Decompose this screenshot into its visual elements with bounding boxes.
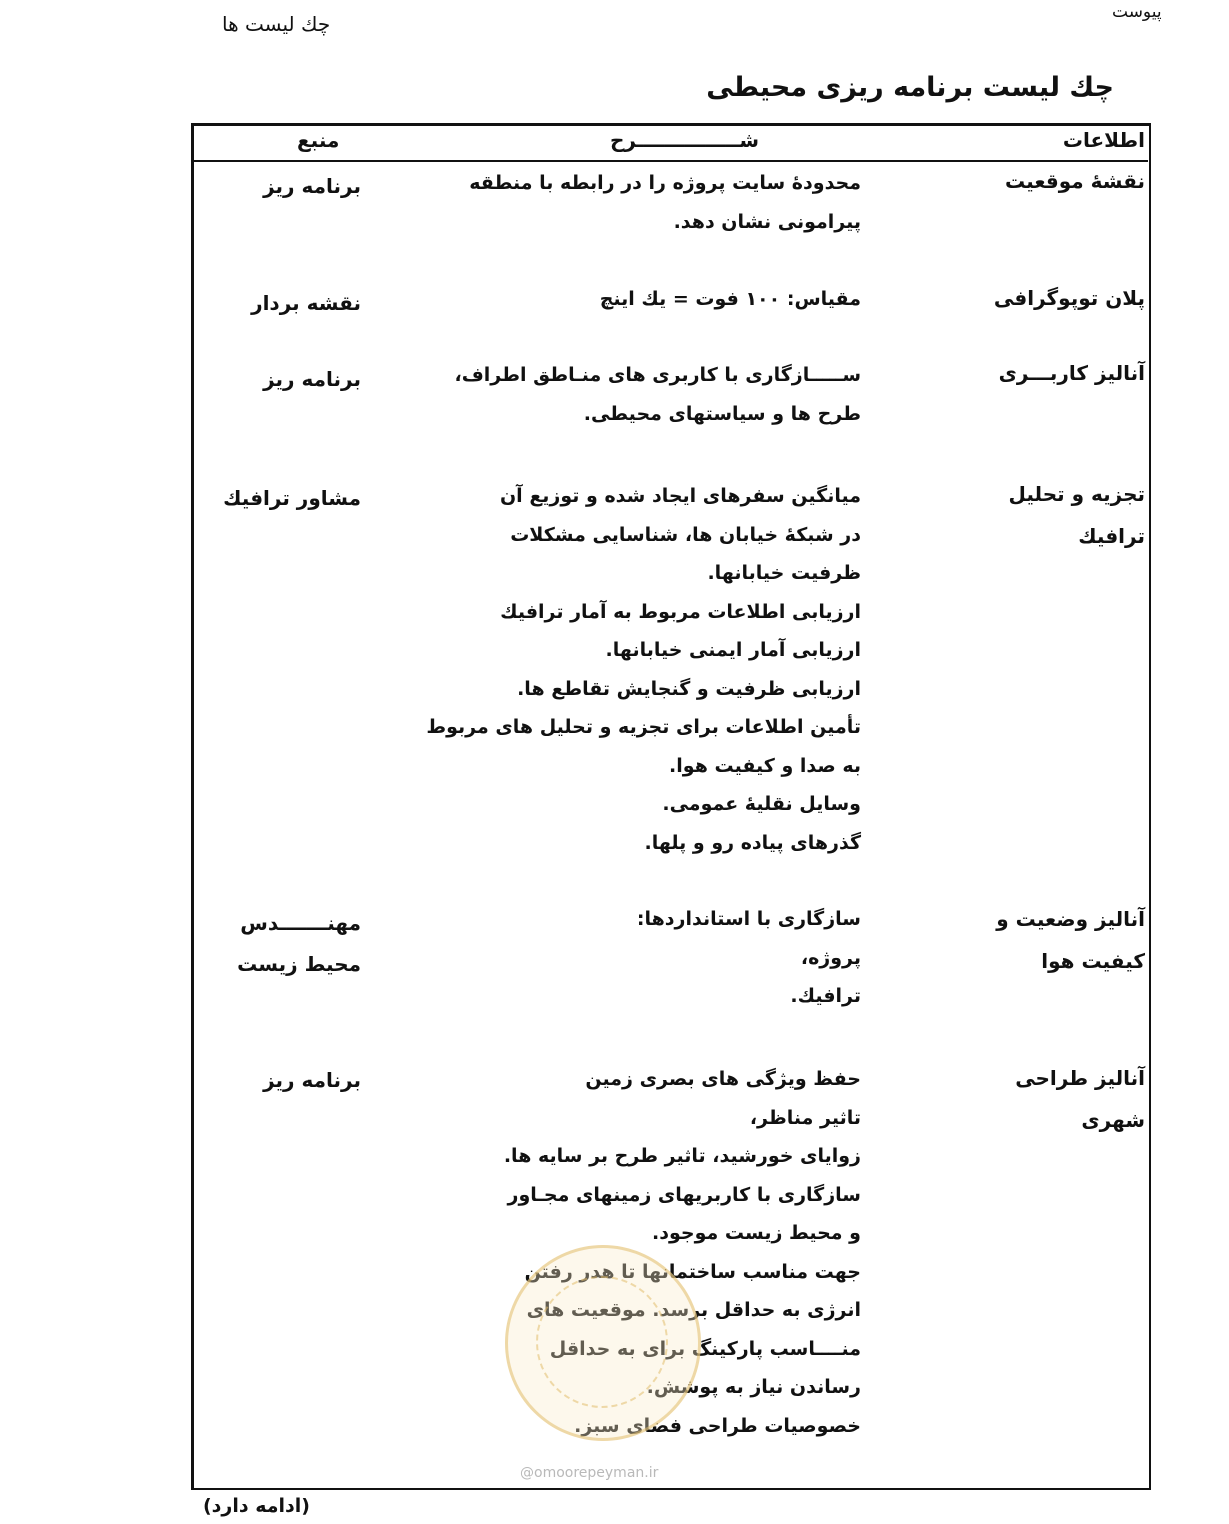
source-line: محيط زيست [237,952,361,976]
description-line: سازگاری با كاربريهای زمينهای مجـاور [507,1183,861,1206]
description-line: زوايای خورشيد، تاثير طرح بر سايه ها. [503,1145,861,1167]
description-line: به صدا و كيفيت هوا. [669,754,861,777]
header-section-label: چك ليست ها [222,12,331,36]
continued-note: (ادامه دارد) [203,1495,310,1517]
source-line: برنامه ريز [263,367,361,391]
description-line: خصوصيات طراحی فضای سبز. [574,1414,861,1437]
description-line: پروژه، [800,946,861,969]
watermark-seal-ring [536,1276,668,1408]
description-line: ارزيابی اطلاعات مربوط به آمار ترافيك [500,600,861,623]
info-line: آناليز وضعيت و [996,907,1145,931]
description-line: گذرهای پياده رو و پلها. [644,831,861,854]
row-location-map-info [945,160,1145,202]
description-line: رساندن نياز به پوشش. [646,1376,861,1398]
row-air-quality-description [361,900,861,1016]
row-topography-description [361,280,861,319]
row-location-map-source [186,166,361,207]
watermark-site-label: @omoorepeyman.ir [520,1465,659,1481]
page-title: چك ليست برنامه ريزی محيطی [706,72,1114,103]
description-line: حفظ ويژگی های بصری زمين [585,1068,861,1090]
source-line: مهنـــــــدس [240,911,361,935]
row-air-quality-info [945,898,1145,982]
source-line: برنامه ريز [263,174,361,198]
watermark-seal [505,1245,701,1441]
row-land-use-source [186,359,361,400]
source-line: مشاور ترافيك [223,486,361,510]
description-line: تاثير مناظر، [749,1106,861,1129]
description-line: و محيط زيست موجود. [652,1222,861,1244]
description-line: مقياس: ۱۰۰ فوت = يك اينچ [599,288,861,310]
info-line: پلان توپوگرافی [993,286,1145,310]
description-line: ارزيابی ظرفيت و گنجايش تقاطع ها. [517,677,861,700]
row-urban-design-source [186,1060,361,1101]
description-line: پيرامونی نشان دهد. [673,210,861,233]
column-header-info: اطلاعات [1062,128,1145,152]
row-traffic-source [186,478,361,519]
row-land-use-info [945,352,1145,394]
row-topography-source [186,283,361,324]
column-header-source: منبع [297,128,340,152]
description-line: منــــاسب پاركينگ برای به حداقل [549,1337,861,1360]
description-line: طرح ها و سياستهای محيطی. [583,402,861,425]
info-line: آناليز كاربـــری [998,361,1145,385]
info-line: نقشهٔ موقعيت [1005,169,1145,193]
description-line: انرژی به حداقل برسد. موقعيت های [526,1299,861,1321]
description-line: ترافيك. [790,985,861,1007]
description-line: ظرفيت خيابانها. [707,562,861,584]
row-air-quality-source [186,903,361,985]
header-appendix-label: پيوست [1112,2,1162,22]
row-topography-info [945,277,1145,319]
info-line: آناليز طراحی شهری [1015,1066,1145,1132]
description-line: سازگاری با استانداردها: [636,908,861,930]
description-line: جهت مناسب ساختمانها تا هدر رفتن [524,1260,861,1283]
info-line: ترافيك [1078,524,1145,548]
row-traffic-info [945,473,1145,557]
description-line: ارزيابی آمار ايمنی خيابانها. [605,639,861,661]
description-line: وسايل نقليهٔ عمومی. [662,793,861,815]
source-line: نقشه بردار [251,291,361,315]
description-line: ميانگين سفرهای ايجاد شده و توزيع آن [499,485,861,507]
row-urban-design-info [945,1057,1145,1141]
row-land-use-description [361,356,861,433]
description-line: ســـــازگاری با كاربری های منـاطق اطراف، [454,364,861,386]
description-line: تأمين اطلاعات برای تجزيه و تحليل های مربوط [426,716,861,738]
row-traffic-description [361,477,861,862]
column-header-description: شـــــــــــــــرح [610,128,760,152]
description-line: در شبكهٔ خيابان ها، شناسايی مشكلات [510,523,861,546]
description-line: محدودهٔ سايت پروژه را در رابطه با منطقه [469,172,861,194]
row-location-map-description [361,164,861,241]
info-line: كيفيت هوا [1041,949,1145,973]
source-line: برنامه ريز [263,1068,361,1092]
info-line: تجزيه و تحليل [1008,482,1145,506]
